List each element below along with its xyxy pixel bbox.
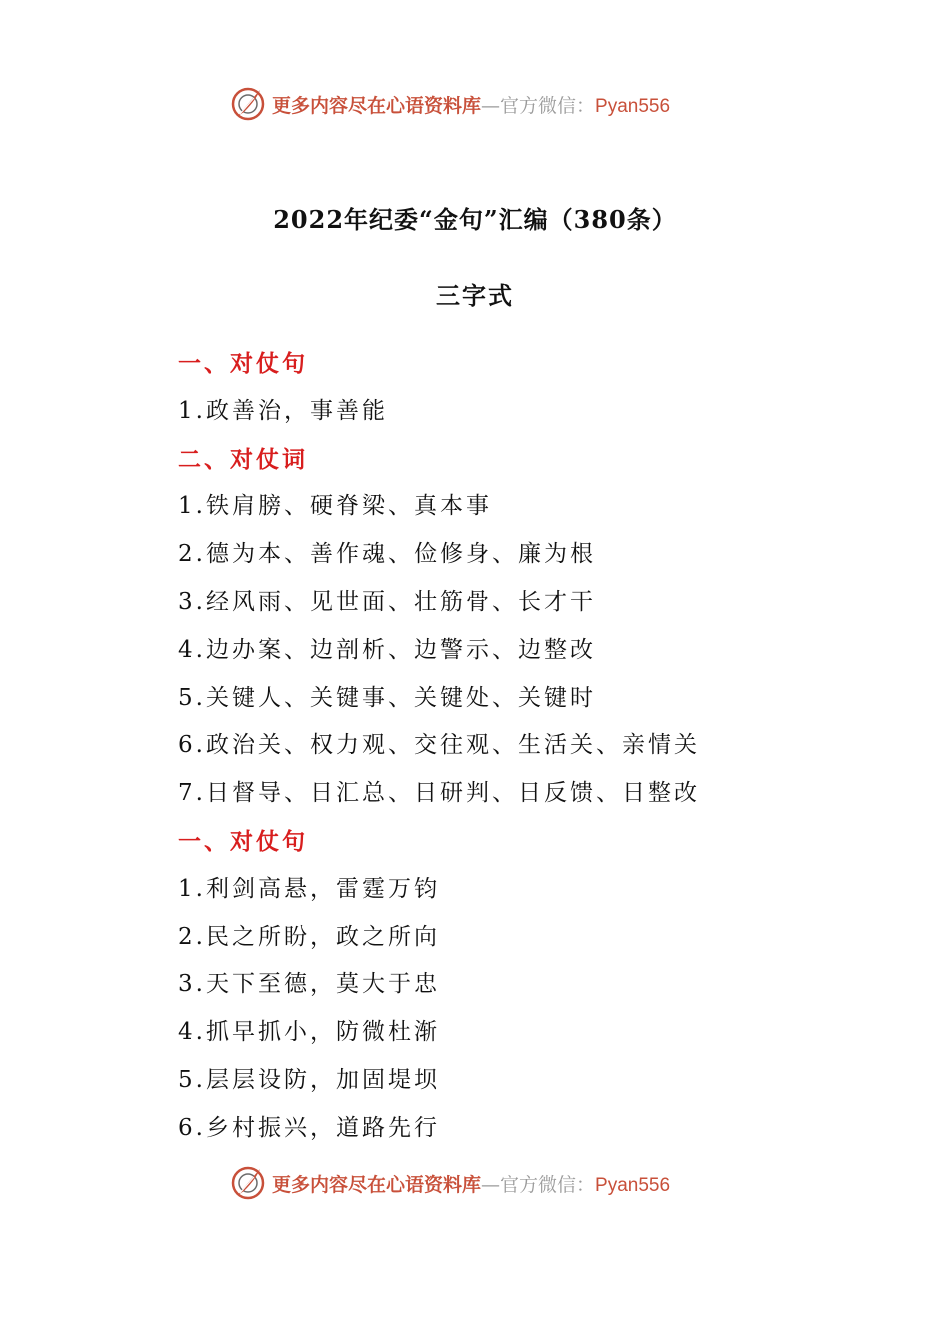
list-item: 2.民之所盼，政之所向 <box>178 923 440 950</box>
watermark-banner-top <box>230 84 750 124</box>
list-item: 4.边办案、边剖析、边警示、边整改 <box>178 636 596 663</box>
list-item: 5.层层设防，加固堤坝 <box>178 1066 440 1093</box>
watermark-dash: — <box>481 94 501 117</box>
watermark-wechat-id: Pyan556 <box>595 95 671 117</box>
watermark-title: 更多内容尽在心语资料库 <box>272 94 482 117</box>
quill-pen-logo-icon <box>230 1165 266 1201</box>
watermark-wechat-id: Pyan556 <box>595 1174 671 1196</box>
watermark-label: 官方微信： <box>500 94 596 117</box>
list-item: 5.关键人、关键事、关键处、关键时 <box>178 684 596 711</box>
list-item: 7.日督导、日汇总、日研判、日反馈、日整改 <box>178 780 700 807</box>
list-item: 6.政治关、权力观、交往观、生活关、亲情关 <box>178 732 700 759</box>
watermark-label: 官方微信： <box>500 1173 596 1196</box>
list-item: 3.经风雨、见世面、壮筋骨、长才干 <box>178 588 596 615</box>
list-item: 4.抓早抓小，防微杜渐 <box>178 1019 440 1046</box>
list-item: 6.乡村振兴，道路先行 <box>178 1114 440 1141</box>
list-item: 1.政善治，事善能 <box>178 397 388 424</box>
document-subtitle: 三字式 <box>436 281 514 310</box>
section-heading: 一、对仗句 <box>178 350 308 377</box>
list-item: 1.利剑高悬，雷霆万钧 <box>178 875 440 902</box>
watermark-text <box>272 1170 670 1197</box>
section-heading: 二、对仗词 <box>178 445 308 473</box>
list-item: 3.天下至德，莫大于忠 <box>178 971 440 998</box>
watermark-text <box>272 91 670 118</box>
watermark-banner-bottom <box>230 1163 750 1203</box>
section-heading: 一、对仗句 <box>178 827 308 855</box>
watermark-dash: — <box>481 1173 501 1196</box>
content-list <box>178 340 878 1153</box>
document-title: 2022年纪委“金句”汇编（380条） <box>273 205 677 234</box>
watermark-title: 更多内容尽在心语资料库 <box>272 1173 482 1196</box>
quill-pen-logo-icon <box>230 86 266 122</box>
list-item: 2.德为本、善作魂、俭修身、廉为根 <box>178 541 596 568</box>
list-item: 1.铁肩膀、硬脊梁、真本事 <box>178 493 492 520</box>
